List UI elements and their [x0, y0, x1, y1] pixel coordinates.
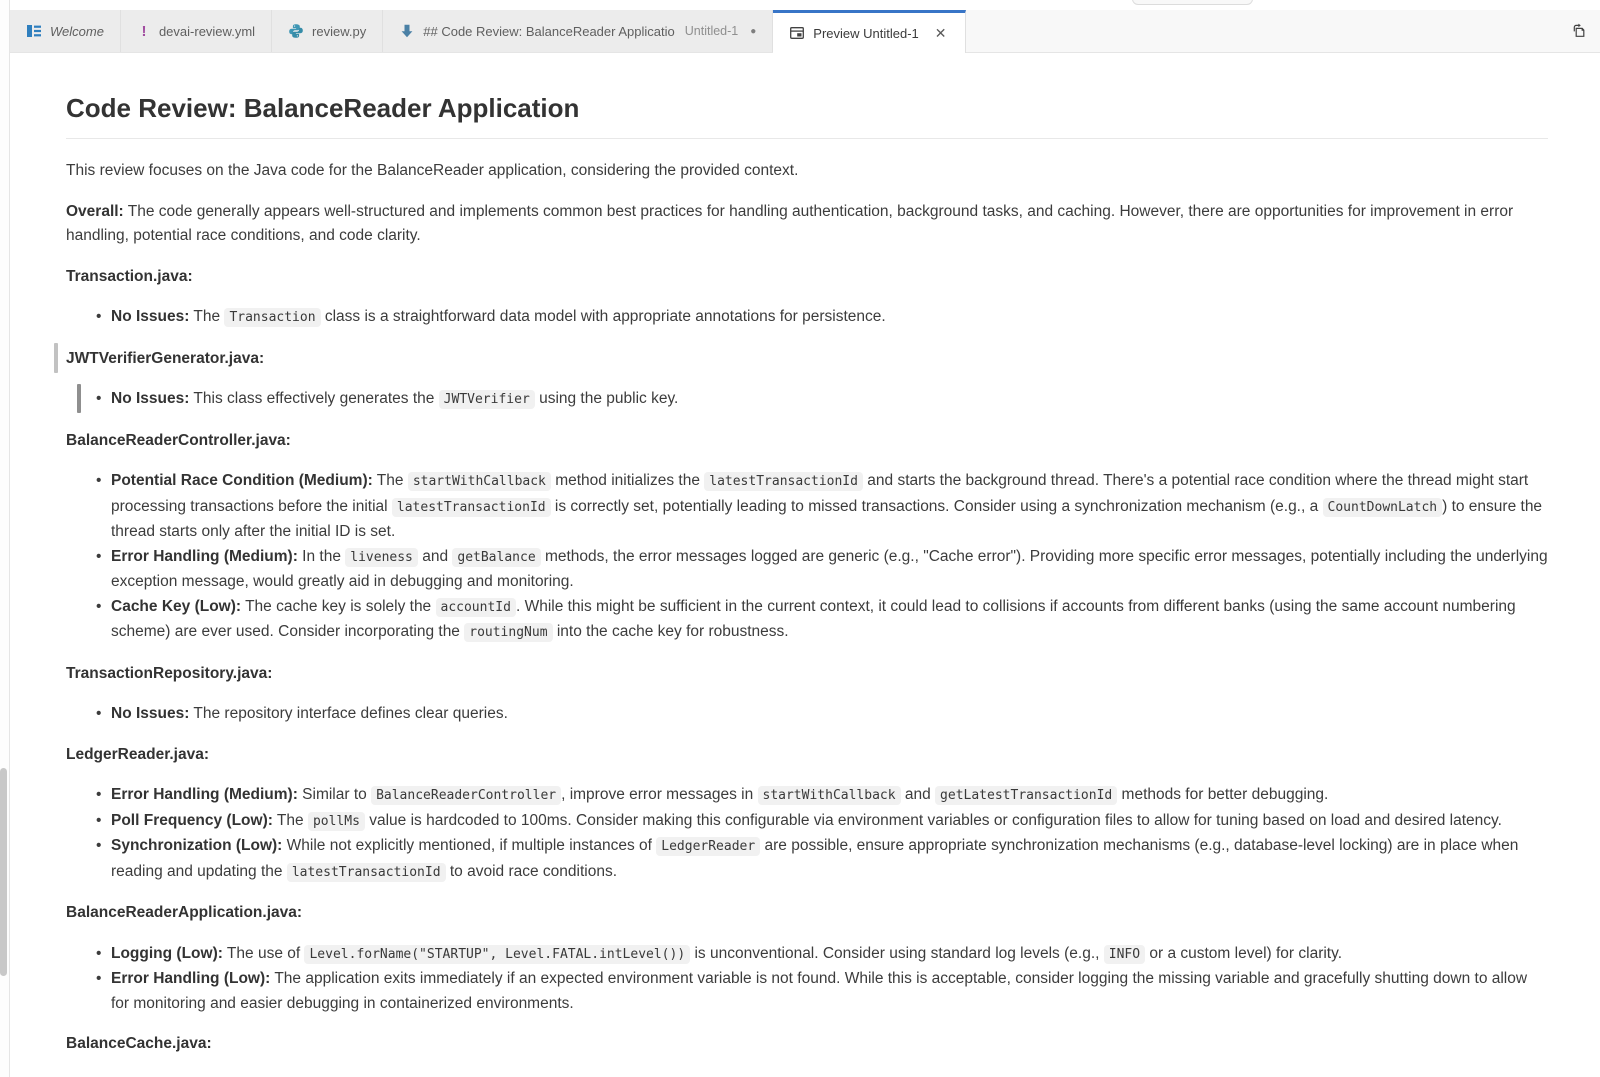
overall-paragraph: [66, 200, 1548, 249]
issue-list: [66, 387, 1548, 413]
file-heading: BalanceCache.java:: [66, 1035, 212, 1052]
issue-list: [66, 305, 1548, 331]
close-tab-icon[interactable]: ✕: [934, 25, 947, 41]
welcome-icon: [26, 23, 42, 39]
issue-list: [66, 942, 1548, 1017]
file-heading: Transaction.java:: [66, 267, 193, 285]
titlebar-remnant: [0, 0, 1600, 10]
tab-devai-review-yml[interactable]: [121, 10, 272, 52]
issue-item: • Potential Race Condition (Medium): The startWithCallback method initializes the latestTransactionId and starts the background thread. There's a potential race condition where the thread might start processing transactions before the initial latestTransactionId is correctly set, potentially leading to missed transactions. Consider using a synchronization mechanism (e.g., a CountDownLatch ) to ensure the thread starts only after the initial ID is set.: [111, 469, 1548, 545]
yaml-icon: !: [141, 22, 147, 40]
issue-list: [66, 469, 1548, 646]
issue-item: • No Issues: This class effectively generates the JWTVerifier using the public key.: [111, 387, 1548, 413]
file-heading: TransactionRepository.java:: [66, 664, 273, 682]
open-preview-icon: [789, 25, 805, 41]
inline-code: accountId: [436, 598, 516, 617]
issue-item: • Poll Frequency (Low): The pollMs value is hardcoded to 100ms. Consider making this configurable via environment variables or configuration files to allow for tuning based on load and desired latency.: [111, 809, 1548, 835]
inline-code: latestTransactionId: [287, 863, 446, 882]
inline-code: liveness: [345, 548, 418, 567]
issue-item: • No Issues: The repository interface defines clear queries.: [111, 702, 1548, 727]
inline-code: routingNum: [464, 623, 552, 642]
inline-code: Level.forName("STARTUP", Level.FATAL.intLevel()): [304, 945, 690, 964]
overall-text: The code generally appears well-structured and implements common best practices for handling authentication, background tasks, and caching. However, there are opportunities for improvement in error handling, potential race conditions, and code clarity.: [66, 202, 1514, 244]
issue-label: No Issues:: [111, 308, 190, 325]
tab-label: Welcome: [50, 23, 104, 39]
inline-code: BalanceReaderController: [371, 786, 561, 805]
inline-code: JWTVerifier: [439, 390, 535, 409]
issue-list: [66, 783, 1548, 885]
markdown-body: [11, 53, 1600, 1057]
issue-item: • Error Handling (Medium): Similar to BalanceReaderController , improve error messages in startWithCallback and getLatestTransactionId methods for better debugging.: [111, 783, 1548, 809]
scroll-sync-bar: [77, 384, 81, 413]
tab-label: Preview Untitled-1: [813, 25, 919, 41]
issue-label: No Issues:: [111, 390, 190, 407]
issue-label: No Issues:: [111, 705, 190, 722]
tab-label: devai-review.yml: [158, 23, 256, 39]
tab-bar-empty-space: [966, 10, 1600, 52]
inline-code: pollMs: [308, 812, 365, 831]
inline-code: getLatestTransactionId: [935, 786, 1117, 805]
issue-label: Error Handling (Low):: [111, 970, 271, 987]
tab-label: ## Code Review: BalanceReader Applicatio: [423, 23, 675, 39]
file-heading: BalanceReaderController.java:: [66, 431, 291, 449]
inline-code: getBalance: [452, 548, 540, 567]
issue-label: Poll Frequency (Low):: [111, 811, 273, 829]
inline-code: Transaction: [224, 308, 320, 327]
tab-description: Untitled-1: [684, 24, 739, 38]
page-title: Code Review: BalanceReader Application: [66, 91, 1548, 139]
issue-item: • Error Handling (Low): The application exits immediately if an expected environment variable is not found. While this is acceptable, consider logging the missing variable and gracefully shutting down to allow for monitoring and easier debugging in containerized environments.: [111, 967, 1548, 1016]
file-heading: JWTVerifierGenerator.java:: [66, 347, 1548, 372]
intro-paragraph: This review focuses on the Java code for the BalanceReader application, considering the provided context.: [66, 162, 799, 179]
tab-label: review.py: [312, 23, 367, 39]
inline-code: INFO: [1104, 945, 1145, 964]
inline-code: LedgerReader: [656, 837, 760, 856]
tab-preview-untitled-1[interactable]: [773, 10, 965, 53]
markdown-preview-pane[interactable]: [11, 53, 1600, 1077]
inline-code: latestTransactionId: [704, 472, 863, 491]
inline-code: CountDownLatch: [1323, 498, 1443, 517]
issue-item: • Synchronization (Low): While not explicitly mentioned, if multiple instances of LedgerReader are possible, ensure appropriate synchronization mechanisms (e.g., database-level locking) are in place when reading and updating the latestTransactionId to avoid race conditions.: [111, 834, 1548, 885]
inline-code: startWithCallback: [758, 786, 901, 805]
tab-code-review-markdown[interactable]: [383, 10, 773, 52]
issue-label: Logging (Low):: [111, 944, 223, 962]
issue-label: Synchronization (Low):: [111, 837, 283, 854]
tab-welcome[interactable]: [10, 10, 121, 52]
issue-list: [66, 702, 1548, 727]
vertical-scrollbar-thumb[interactable]: [0, 768, 7, 976]
editor-tab-bar: [10, 10, 1600, 53]
file-heading: LedgerReader.java:: [66, 745, 210, 763]
issue-item: • Error Handling (Medium): In the liveness and getBalance methods, the error messages logged are generic (e.g., "Cache error"). Providing more specific error messages, potentially including the underlying exception message, would greatly aid in debugging and monitoring.: [111, 545, 1548, 595]
issue-label: Error Handling (Medium):: [111, 547, 298, 565]
document-sections: [66, 265, 1548, 1057]
overall-label: Overall:: [66, 202, 124, 220]
python-icon: [288, 23, 304, 39]
issue-label: Cache Key (Low):: [111, 597, 242, 615]
modified-indicator-icon[interactable]: ●: [750, 25, 757, 37]
inline-code: startWithCallback: [408, 472, 551, 491]
issue-item: • No Issues: The Transaction class is a straightforward data model with appropriate annotations for persistence.: [111, 305, 1548, 331]
issue-item: • Logging (Low): The use of Level.forName("STARTUP", Level.FATAL.intLevel()) is unconventional. Consider using standard log levels (e.g., INFO or a custom level) for clarity.: [111, 942, 1548, 968]
issue-item: • Cache Key (Low): The cache key is solely the accountId . While this might be sufficient in the current context, it could lead to collisions if accounts from different banks (using the same account numbering scheme) are ever used. Consider incorporating the routingNum into the cache key for robustness.: [111, 595, 1548, 646]
file-heading: BalanceReaderApplication.java:: [66, 904, 303, 921]
left-pane-edge: [0, 0, 10, 1077]
issue-label: Error Handling (Medium):: [111, 786, 298, 803]
issue-label: Potential Race Condition (Medium):: [111, 472, 373, 489]
command-center[interactable]: [1132, 0, 1253, 5]
tab-review-py[interactable]: [272, 10, 383, 52]
inline-code: latestTransactionId: [392, 498, 551, 517]
split-editor-icon[interactable]: [1570, 23, 1586, 39]
markdown-down-arrow-icon: [399, 23, 415, 39]
